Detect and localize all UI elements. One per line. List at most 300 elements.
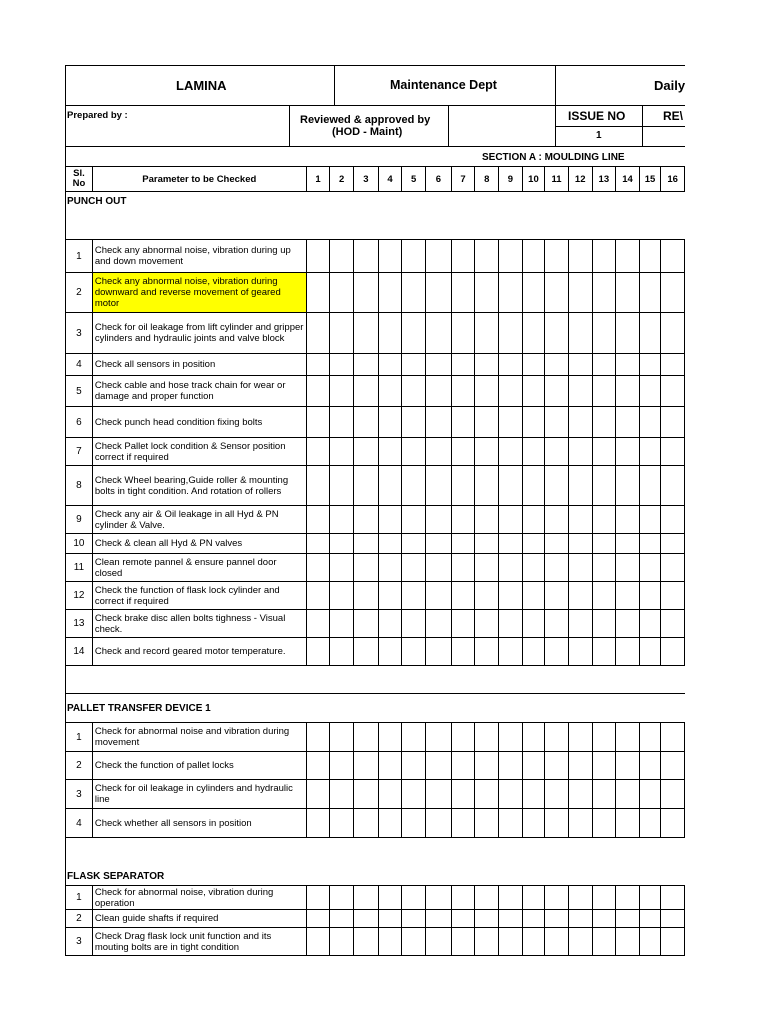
check-cell[interactable] [592,809,616,838]
check-cell[interactable] [353,582,378,610]
check-cell[interactable] [425,582,451,610]
check-cell[interactable] [592,376,616,407]
check-cell[interactable] [592,534,616,554]
check-cell[interactable] [378,313,402,354]
check-cell[interactable] [425,886,451,910]
check-cell[interactable] [522,407,545,438]
check-cell[interactable] [306,376,330,407]
check-cell[interactable] [475,313,499,354]
check-cell[interactable] [451,752,475,780]
check-cell[interactable] [378,376,402,407]
check-cell[interactable] [639,910,660,928]
check-cell[interactable] [451,273,475,313]
check-cell[interactable] [425,376,451,407]
check-cell[interactable] [522,506,545,534]
check-cell[interactable] [425,752,451,780]
check-cell[interactable] [545,466,569,506]
check-cell[interactable] [616,438,640,466]
check-cell[interactable] [402,910,426,928]
check-cell[interactable] [522,752,545,780]
check-cell[interactable] [306,928,330,956]
check-cell[interactable] [545,506,569,534]
check-cell[interactable] [499,610,523,638]
check-cell[interactable] [661,780,685,809]
check-cell[interactable] [661,928,685,956]
check-cell[interactable] [378,780,402,809]
check-cell[interactable] [306,354,330,376]
check-cell[interactable] [330,910,354,928]
check-cell[interactable] [616,638,640,666]
check-cell[interactable] [402,780,426,809]
check-cell[interactable] [402,610,426,638]
check-cell[interactable] [353,534,378,554]
check-cell[interactable] [353,554,378,582]
check-cell[interactable] [522,466,545,506]
check-cell[interactable] [451,886,475,910]
check-cell[interactable] [639,582,660,610]
check-cell[interactable] [545,554,569,582]
check-cell[interactable] [661,554,685,582]
check-cell[interactable] [616,780,640,809]
check-cell[interactable] [592,780,616,809]
check-cell[interactable] [353,376,378,407]
check-cell[interactable] [451,928,475,956]
check-cell[interactable] [475,506,499,534]
check-cell[interactable] [568,466,592,506]
check-cell[interactable] [661,610,685,638]
check-cell[interactable] [592,554,616,582]
check-cell[interactable] [545,928,569,956]
check-cell[interactable] [475,723,499,752]
check-cell[interactable] [378,582,402,610]
check-cell[interactable] [475,376,499,407]
check-cell[interactable] [330,354,354,376]
check-cell[interactable] [616,354,640,376]
check-cell[interactable] [545,780,569,809]
check-cell[interactable] [306,910,330,928]
check-cell[interactable] [425,723,451,752]
check-cell[interactable] [475,752,499,780]
check-cell[interactable] [499,313,523,354]
check-cell[interactable] [451,376,475,407]
check-cell[interactable] [499,780,523,809]
check-cell[interactable] [568,438,592,466]
check-cell[interactable] [353,638,378,666]
check-cell[interactable] [639,809,660,838]
check-cell[interactable] [306,723,330,752]
check-cell[interactable] [592,723,616,752]
check-cell[interactable] [568,354,592,376]
check-cell[interactable] [592,240,616,273]
check-cell[interactable] [522,240,545,273]
check-cell[interactable] [499,886,523,910]
check-cell[interactable] [661,638,685,666]
check-cell[interactable] [378,723,402,752]
check-cell[interactable] [425,534,451,554]
check-cell[interactable] [616,582,640,610]
check-cell[interactable] [451,780,475,809]
check-cell[interactable] [499,506,523,534]
check-cell[interactable] [522,354,545,376]
check-cell[interactable] [522,723,545,752]
check-cell[interactable] [499,273,523,313]
check-cell[interactable] [353,273,378,313]
check-cell[interactable] [661,723,685,752]
check-cell[interactable] [592,273,616,313]
check-cell[interactable] [545,240,569,273]
check-cell[interactable] [568,752,592,780]
check-cell[interactable] [545,273,569,313]
check-cell[interactable] [639,313,660,354]
check-cell[interactable] [306,534,330,554]
check-cell[interactable] [639,354,660,376]
check-cell[interactable] [522,809,545,838]
check-cell[interactable] [639,752,660,780]
check-cell[interactable] [353,240,378,273]
check-cell[interactable] [425,354,451,376]
check-cell[interactable] [330,534,354,554]
check-cell[interactable] [402,723,426,752]
check-cell[interactable] [568,534,592,554]
check-cell[interactable] [545,638,569,666]
check-cell[interactable] [451,554,475,582]
check-cell[interactable] [425,466,451,506]
check-cell[interactable] [545,752,569,780]
check-cell[interactable] [545,534,569,554]
check-cell[interactable] [330,438,354,466]
check-cell[interactable] [353,809,378,838]
check-cell[interactable] [402,582,426,610]
check-cell[interactable] [661,240,685,273]
check-cell[interactable] [306,240,330,273]
check-cell[interactable] [522,554,545,582]
check-cell[interactable] [330,273,354,313]
check-cell[interactable] [353,780,378,809]
check-cell[interactable] [451,534,475,554]
check-cell[interactable] [425,780,451,809]
check-cell[interactable] [522,610,545,638]
check-cell[interactable] [639,376,660,407]
check-cell[interactable] [402,438,426,466]
check-cell[interactable] [499,354,523,376]
check-cell[interactable] [402,886,426,910]
check-cell[interactable] [330,376,354,407]
check-cell[interactable] [402,354,426,376]
check-cell[interactable] [616,466,640,506]
check-cell[interactable] [451,313,475,354]
check-cell[interactable] [592,910,616,928]
check-cell[interactable] [568,610,592,638]
check-cell[interactable] [661,354,685,376]
check-cell[interactable] [616,886,640,910]
check-cell[interactable] [522,886,545,910]
check-cell[interactable] [425,313,451,354]
check-cell[interactable] [402,506,426,534]
check-cell[interactable] [425,638,451,666]
check-cell[interactable] [568,313,592,354]
check-cell[interactable] [639,610,660,638]
check-cell[interactable] [425,240,451,273]
check-cell[interactable] [499,752,523,780]
check-cell[interactable] [353,506,378,534]
check-cell[interactable] [661,313,685,354]
check-cell[interactable] [475,910,499,928]
check-cell[interactable] [475,582,499,610]
check-cell[interactable] [568,554,592,582]
check-cell[interactable] [330,554,354,582]
check-cell[interactable] [616,752,640,780]
check-cell[interactable] [306,554,330,582]
check-cell[interactable] [353,466,378,506]
check-cell[interactable] [425,506,451,534]
check-cell[interactable] [451,610,475,638]
check-cell[interactable] [378,466,402,506]
check-cell[interactable] [616,610,640,638]
check-cell[interactable] [451,407,475,438]
check-cell[interactable] [378,438,402,466]
check-cell[interactable] [592,752,616,780]
check-cell[interactable] [499,723,523,752]
check-cell[interactable] [306,780,330,809]
check-cell[interactable] [661,809,685,838]
check-cell[interactable] [639,506,660,534]
check-cell[interactable] [592,313,616,354]
check-cell[interactable] [378,354,402,376]
check-cell[interactable] [451,582,475,610]
check-cell[interactable] [545,582,569,610]
check-cell[interactable] [353,723,378,752]
check-cell[interactable] [425,438,451,466]
check-cell[interactable] [378,273,402,313]
check-cell[interactable] [353,886,378,910]
check-cell[interactable] [475,780,499,809]
check-cell[interactable] [306,438,330,466]
check-cell[interactable] [661,886,685,910]
check-cell[interactable] [475,407,499,438]
check-cell[interactable] [475,438,499,466]
check-cell[interactable] [592,928,616,956]
check-cell[interactable] [616,240,640,273]
check-cell[interactable] [499,466,523,506]
check-cell[interactable] [639,638,660,666]
check-cell[interactable] [306,610,330,638]
check-cell[interactable] [353,928,378,956]
check-cell[interactable] [499,638,523,666]
check-cell[interactable] [425,407,451,438]
check-cell[interactable] [499,582,523,610]
check-cell[interactable] [306,809,330,838]
check-cell[interactable] [425,809,451,838]
check-cell[interactable] [475,554,499,582]
check-cell[interactable] [639,407,660,438]
check-cell[interactable] [661,273,685,313]
check-cell[interactable] [616,313,640,354]
check-cell[interactable] [499,240,523,273]
check-cell[interactable] [661,438,685,466]
check-cell[interactable] [425,610,451,638]
check-cell[interactable] [451,638,475,666]
check-cell[interactable] [545,438,569,466]
check-cell[interactable] [378,554,402,582]
check-cell[interactable] [402,928,426,956]
check-cell[interactable] [402,752,426,780]
check-cell[interactable] [545,610,569,638]
check-cell[interactable] [639,438,660,466]
check-cell[interactable] [330,638,354,666]
check-cell[interactable] [616,376,640,407]
check-cell[interactable] [425,554,451,582]
check-cell[interactable] [545,313,569,354]
check-cell[interactable] [568,376,592,407]
check-cell[interactable] [499,910,523,928]
check-cell[interactable] [378,240,402,273]
check-cell[interactable] [306,313,330,354]
check-cell[interactable] [661,534,685,554]
check-cell[interactable] [522,582,545,610]
check-cell[interactable] [568,407,592,438]
check-cell[interactable] [425,910,451,928]
check-cell[interactable] [522,438,545,466]
check-cell[interactable] [661,376,685,407]
check-cell[interactable] [306,466,330,506]
check-cell[interactable] [499,376,523,407]
check-cell[interactable] [639,554,660,582]
check-cell[interactable] [402,313,426,354]
check-cell[interactable] [402,466,426,506]
check-cell[interactable] [353,354,378,376]
check-cell[interactable] [402,407,426,438]
check-cell[interactable] [616,554,640,582]
check-cell[interactable] [378,638,402,666]
check-cell[interactable] [306,506,330,534]
check-cell[interactable] [616,723,640,752]
check-cell[interactable] [475,886,499,910]
check-cell[interactable] [545,407,569,438]
check-cell[interactable] [378,928,402,956]
check-cell[interactable] [592,407,616,438]
check-cell[interactable] [330,610,354,638]
check-cell[interactable] [378,506,402,534]
check-cell[interactable] [402,638,426,666]
check-cell[interactable] [639,534,660,554]
check-cell[interactable] [378,910,402,928]
check-cell[interactable] [378,752,402,780]
check-cell[interactable] [330,723,354,752]
check-cell[interactable] [402,273,426,313]
check-cell[interactable] [499,407,523,438]
check-cell[interactable] [330,886,354,910]
check-cell[interactable] [592,438,616,466]
check-cell[interactable] [568,506,592,534]
check-cell[interactable] [330,928,354,956]
check-cell[interactable] [592,610,616,638]
check-cell[interactable] [330,780,354,809]
check-cell[interactable] [499,928,523,956]
check-cell[interactable] [545,910,569,928]
check-cell[interactable] [330,752,354,780]
check-cell[interactable] [378,886,402,910]
check-cell[interactable] [451,354,475,376]
check-cell[interactable] [592,638,616,666]
check-cell[interactable] [402,376,426,407]
check-cell[interactable] [451,466,475,506]
check-cell[interactable] [475,240,499,273]
check-cell[interactable] [353,407,378,438]
check-cell[interactable] [522,273,545,313]
check-cell[interactable] [639,273,660,313]
check-cell[interactable] [522,376,545,407]
check-cell[interactable] [451,506,475,534]
check-cell[interactable] [378,534,402,554]
check-cell[interactable] [545,354,569,376]
check-cell[interactable] [353,752,378,780]
check-cell[interactable] [451,809,475,838]
check-cell[interactable] [499,554,523,582]
check-cell[interactable] [661,506,685,534]
check-cell[interactable] [451,240,475,273]
check-cell[interactable] [353,910,378,928]
check-cell[interactable] [545,723,569,752]
check-cell[interactable] [330,506,354,534]
check-cell[interactable] [378,610,402,638]
check-cell[interactable] [568,273,592,313]
check-cell[interactable] [353,313,378,354]
check-cell[interactable] [616,506,640,534]
check-cell[interactable] [616,273,640,313]
check-cell[interactable] [639,466,660,506]
check-cell[interactable] [475,273,499,313]
check-cell[interactable] [475,534,499,554]
check-cell[interactable] [353,610,378,638]
check-cell[interactable] [568,638,592,666]
check-cell[interactable] [330,809,354,838]
check-cell[interactable] [639,928,660,956]
check-cell[interactable] [522,313,545,354]
check-cell[interactable] [402,809,426,838]
check-cell[interactable] [639,240,660,273]
check-cell[interactable] [499,534,523,554]
check-cell[interactable] [306,407,330,438]
check-cell[interactable] [378,809,402,838]
check-cell[interactable] [592,354,616,376]
check-cell[interactable] [545,809,569,838]
check-cell[interactable] [616,534,640,554]
check-cell[interactable] [568,809,592,838]
check-cell[interactable] [661,752,685,780]
check-cell[interactable] [306,752,330,780]
check-cell[interactable] [425,273,451,313]
check-cell[interactable] [592,506,616,534]
check-cell[interactable] [661,407,685,438]
check-cell[interactable] [451,438,475,466]
check-cell[interactable] [661,582,685,610]
check-cell[interactable] [451,723,475,752]
check-cell[interactable] [330,582,354,610]
check-cell[interactable] [306,273,330,313]
check-cell[interactable] [306,582,330,610]
check-cell[interactable] [568,910,592,928]
check-cell[interactable] [475,638,499,666]
check-cell[interactable] [639,723,660,752]
check-cell[interactable] [402,554,426,582]
check-cell[interactable] [616,809,640,838]
check-cell[interactable] [568,780,592,809]
check-cell[interactable] [499,438,523,466]
check-cell[interactable] [306,638,330,666]
check-cell[interactable] [499,809,523,838]
check-cell[interactable] [522,638,545,666]
check-cell[interactable] [592,886,616,910]
